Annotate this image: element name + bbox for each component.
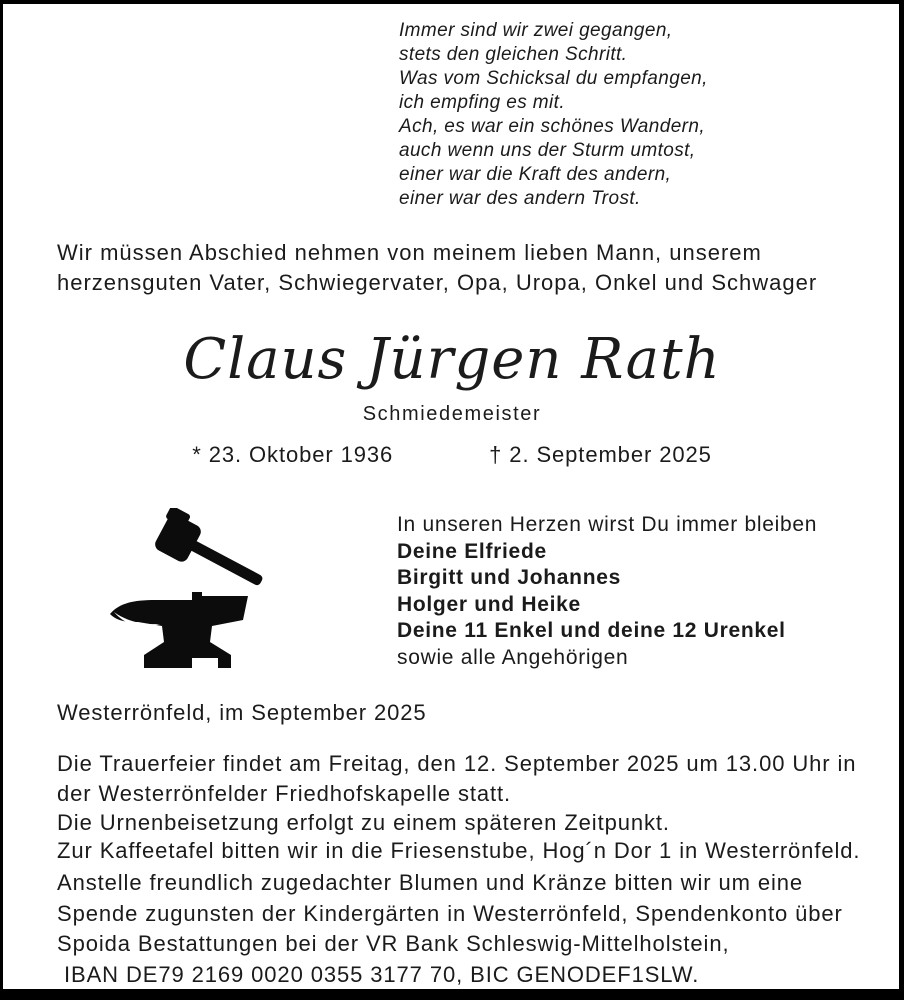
poem-line-2: stets den gleichen Schritt. [399, 44, 628, 65]
poem-line-3: Was vom Schicksal du empfangen, [399, 68, 708, 89]
poem-line-4: ich empfing es mit. [399, 92, 565, 113]
place-date-line: Westerrönfeld, im September 2025 [57, 700, 427, 725]
donation-info [57, 868, 843, 990]
death-date: † 2. September 2025 [489, 442, 712, 467]
life-dates [0, 442, 904, 468]
birth-date: * 23. Oktober 1936 [192, 442, 394, 467]
mourners-closing-line: sowie alle Angehörigen [397, 645, 629, 669]
donation-iban-line: IBAN DE79 2169 0020 0355 3177 70, BIC GENODEF1SLW. [64, 961, 700, 987]
funeral-line-3: Die Urnenbeisetzung erfolgt zu einem späteren Zeitpunkt. [57, 810, 670, 835]
farewell-intro-line-1: Wir müssen Abschied nehmen von meinem lieben Mann, unserem [57, 240, 762, 265]
poem-line-6: auch wenn uns der Sturm umtost, [399, 140, 696, 161]
poem-line-7: einer war die Kraft des andern, [399, 164, 672, 185]
mourners-intro-line: In unseren Herzen wirst Du immer bleiben [397, 513, 818, 536]
mourners-block [397, 512, 817, 671]
deceased-profession: Schmiedemeister [362, 403, 542, 425]
funeral-line-2: der Westerrönfelder Friedhofskapelle statt. [57, 780, 512, 806]
funeral-info [57, 749, 856, 838]
donation-line-1: Anstelle freundlich zugedachter Blumen und Kränze bitten wir um eine [57, 870, 804, 895]
farewell-intro-line-2: herzensguten Vater, Schwiegervater, Opa, Uropa, Onkel und Schwager [57, 270, 818, 295]
funeral-line-1: Die Trauerfeier findet am Freitag, den 12. September 2025 um 13.00 Uhr in [57, 751, 857, 776]
coffee-invitation: Zur Kaffeetafel bitten wir in die Friesenstube, Hog´n Dor 1 in Westerrönfeld. [57, 838, 861, 863]
mourner-children-1: Birgitt und Johannes [397, 566, 621, 589]
memorial-poem [399, 19, 708, 211]
poem-line-8: einer war des andern Trost. [399, 188, 641, 209]
anvil-hammer-icon [96, 508, 276, 670]
donation-line-3: Spoida Bestattungen bei der VR Bank Schleswig-Mittelholstein, [57, 931, 730, 956]
mourner-grandchildren: Deine 11 Enkel und deine 12 Urenkel [397, 619, 786, 642]
poem-line-1: Immer sind wir zwei gegangen, [399, 20, 673, 41]
mourner-wife: Deine Elfriede [397, 539, 547, 563]
mourner-children-2: Holger und Heike [397, 592, 581, 616]
poem-line-5: Ach, es war ein schönes Wandern, [399, 116, 706, 137]
deceased-name: Claus Jürgen Rath [183, 327, 721, 392]
farewell-intro [57, 238, 817, 298]
donation-line-2: Spende zugunsten der Kindergärten in Westerrönfeld, Spendenkonto über [57, 900, 843, 926]
